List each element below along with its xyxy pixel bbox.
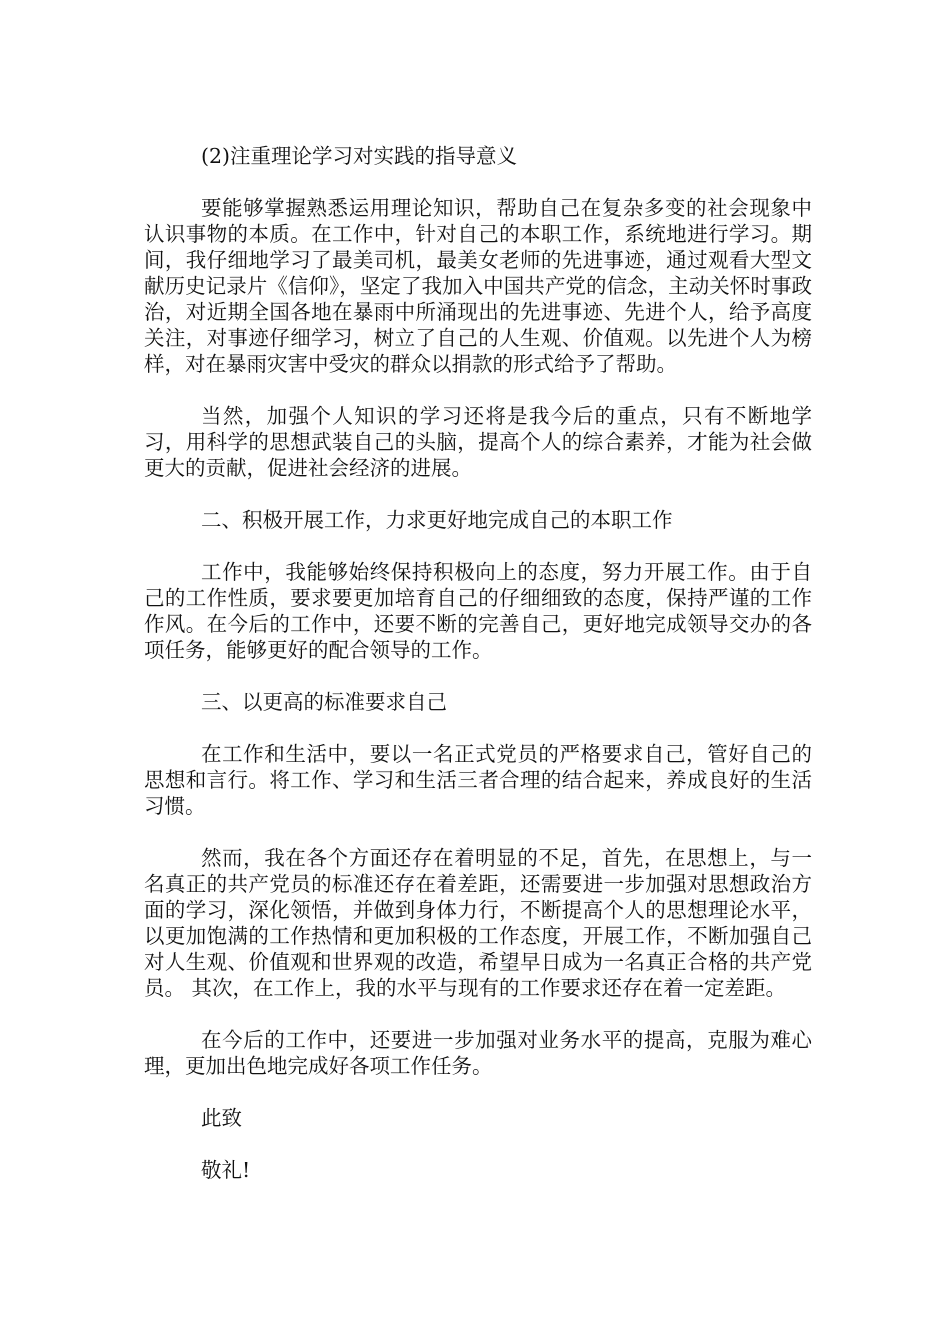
closing-regards: 敬礼!	[201, 1158, 251, 1182]
paragraph-life-habits: 在工作和生活中，要以一名正式党员的严格要求自己，管好自己的思想和言行。将工作、学习和生活三者合理的结合起来，养成良好的生活习惯。	[144, 742, 812, 818]
paragraph-shortcomings: 然而，我在各个方面还存在着明显的不足，首先，在思想上，与一名真正的共产党员的标准还存在着差距，还需要进一步加强对思想政治方面的学习，深化领悟，并做到身体力行，不断提高个人的思想理论水平，以更加饱满的工作热情和更加积极的工作态度，开展工作，不断加强自己对人生观、价值观和世界观的改造，希望早日成为一名真正合格的共产党员。 其次，在工作上，我的水平与现有的工作要求还存在着一定差距。	[144, 846, 812, 1000]
paragraph-knowledge-focus: 当然，加强个人知识的学习还将是我今后的重点，只有不断地学习，用科学的思想武装自己的头脑，提高个人的综合素养，才能为社会做更大的贡献，促进社会经济的进展。	[144, 404, 812, 480]
paragraph-theory-study: 要能够掌握熟悉运用理论知识，帮助自己在复杂多变的社会现象中认识事物的本质。在工作中，针对自己的本职工作，系统地进行学习。期间，我仔细地学习了最美司机，最美女老师的先进事迹，通过观看大型文献历史记录片《信仰》，坚定了我加入中国共产党的信念，主动关怀时事政治，对近期全国各地在暴雨中所涌现出的先进事迹、先进个人，给予高度关注，对事迹仔细学习，树立了自己的人生观、价值观。以先进个人为榜样，对在暴雨灾害中受灾的群众以捐款的形式给予了帮助。	[144, 196, 812, 376]
closing-salutation: 此致	[201, 1106, 242, 1130]
section-heading-theory-guidance: (2)注重理论学习对实践的指导意义	[201, 144, 518, 168]
document-body	[144, 143, 812, 1183]
section-heading-standards: 三、以更高的标准要求自己	[201, 690, 447, 714]
paragraph-future-work: 在今后的工作中，还要进一步加强对业务水平的提高，克服为难心理，更加出色地完成好各项工作任务。	[144, 1028, 812, 1078]
paragraph-work-attitude: 工作中，我能够始终保持积极向上的态度，努力开展工作。由于自己的工作性质，要求要更加培育自己的仔细细致的态度，保持严谨的工作作风。在今后的工作中，还要不断的完善自己，更好地完成领导交办的各项任务，能够更好的配合领导的工作。	[144, 560, 812, 662]
section-heading-work: 二、积极开展工作，力求更好地完成自己的本职工作	[201, 508, 673, 532]
